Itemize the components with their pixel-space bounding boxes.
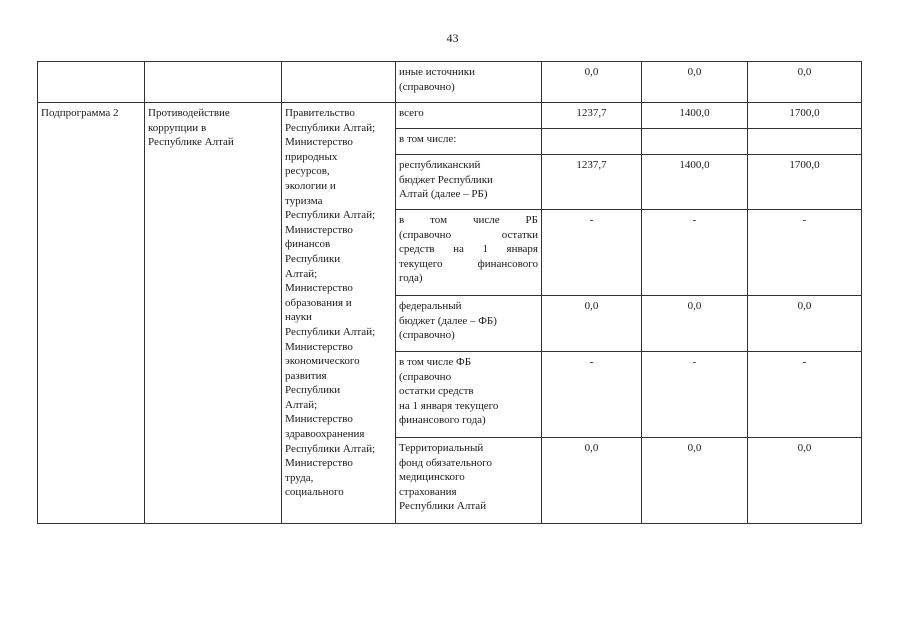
funding-source-cell: в том числе ФБ (справочно остатки средств на 1 января текущего финансового года) bbox=[396, 352, 542, 438]
subprogram-code-cell: Подпрограмма 2 bbox=[38, 103, 145, 524]
table-row bbox=[38, 103, 862, 129]
table-row bbox=[38, 62, 862, 103]
value-cell: - bbox=[642, 352, 748, 438]
value-cell: - bbox=[748, 352, 862, 438]
value-cell bbox=[748, 129, 862, 155]
value-cell: - bbox=[642, 210, 748, 296]
value-cell: - bbox=[748, 210, 862, 296]
funding-source-cell: иные источники (справочно) bbox=[396, 62, 542, 103]
budget-table bbox=[37, 61, 862, 524]
funding-source-cell: Территориальный фонд обязательного медицинского страхования Республики Алтай bbox=[396, 438, 542, 524]
page-number: 43 bbox=[446, 31, 459, 45]
executors-cell: Правительство Республики Алтай; Министерство природных ресурсов, экологии и туризма Республики Алтай; Министерство финансов Республики Алтай; Министерство образования и науки Республики Алтай; Министерство экономического развития Республики Алтай; Министерство здравоохранения Республики Алтай; Министерство труда, социального bbox=[282, 103, 396, 524]
subprogram-name-cell: Противодействие коррупции в Республике Алтай bbox=[145, 103, 282, 524]
value-cell: 0,0 bbox=[542, 438, 642, 524]
value-cell: 1700,0 bbox=[748, 155, 862, 210]
value-cell bbox=[642, 129, 748, 155]
value-cell bbox=[542, 129, 642, 155]
value-cell: 0,0 bbox=[542, 296, 642, 352]
value-cell: 0,0 bbox=[642, 438, 748, 524]
value-cell: 0,0 bbox=[748, 62, 862, 103]
funding-source-cell: республиканский бюджет Республики Алтай (далее – РБ) bbox=[396, 155, 542, 210]
funding-source-cell: всего bbox=[396, 103, 542, 129]
value-cell: 0,0 bbox=[542, 62, 642, 103]
value-cell: - bbox=[542, 352, 642, 438]
table-cell bbox=[282, 62, 396, 103]
funding-source-cell: в том числе: bbox=[396, 129, 542, 155]
value-cell: 0,0 bbox=[748, 438, 862, 524]
funding-source-cell: федеральный бюджет (далее – ФБ) (справочно) bbox=[396, 296, 542, 352]
value-cell: 1700,0 bbox=[748, 103, 862, 129]
value-cell: 0,0 bbox=[642, 296, 748, 352]
funding-source-cell: в том числе РБ (справочно остатки средств на 1 января текущего финансового года) bbox=[396, 210, 542, 296]
value-cell: 1237,7 bbox=[542, 103, 642, 129]
value-cell: 1237,7 bbox=[542, 155, 642, 210]
table-cell bbox=[38, 62, 145, 103]
value-cell: - bbox=[542, 210, 642, 296]
table-cell bbox=[145, 62, 282, 103]
value-cell: 1400,0 bbox=[642, 155, 748, 210]
value-cell: 0,0 bbox=[642, 62, 748, 103]
value-cell: 1400,0 bbox=[642, 103, 748, 129]
value-cell: 0,0 bbox=[748, 296, 862, 352]
